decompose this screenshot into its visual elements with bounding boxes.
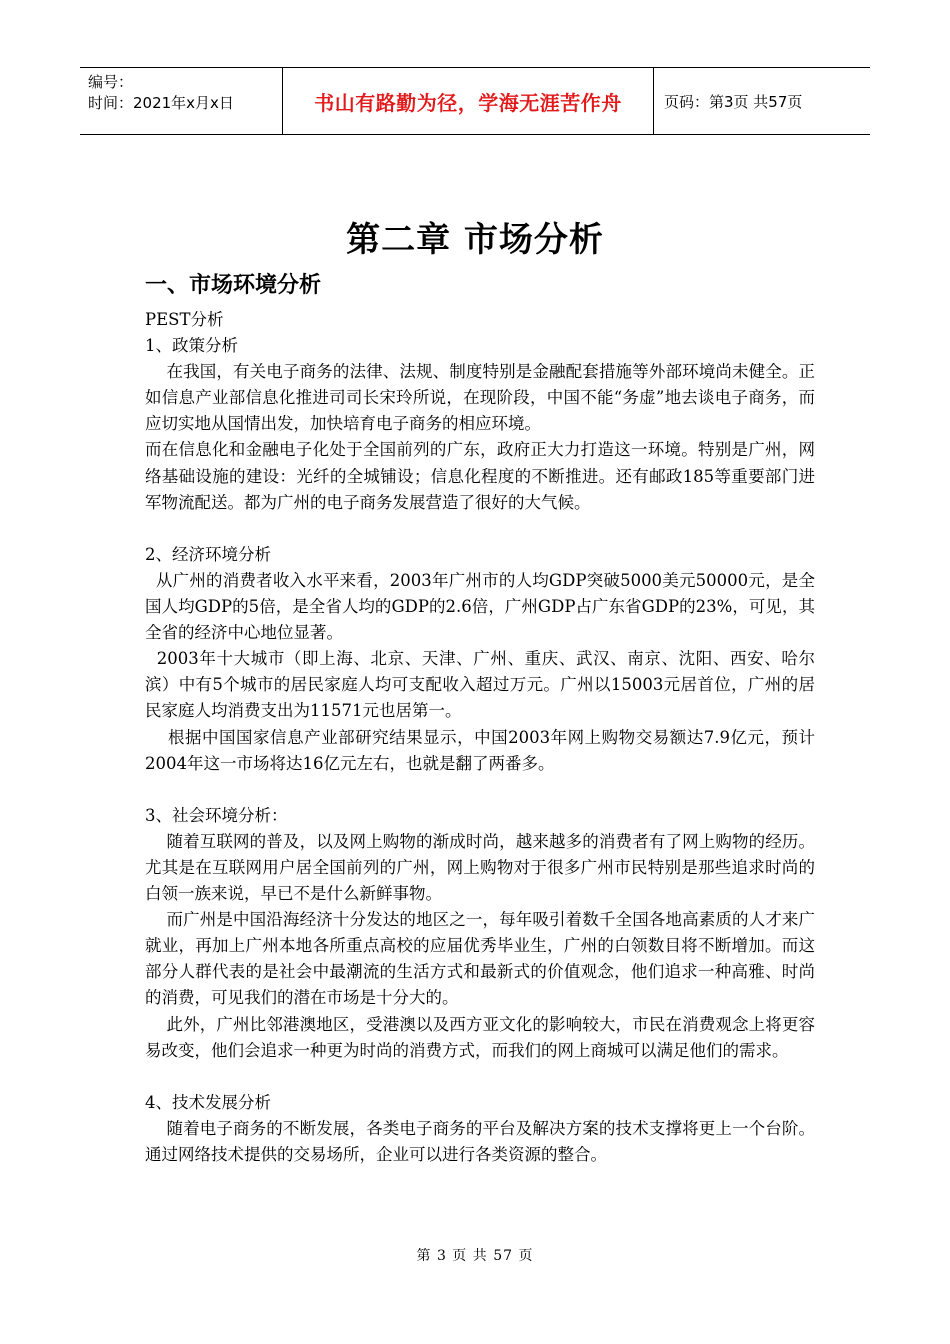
header-page-code: 页码：第3页 共57页 — [664, 92, 803, 111]
page-footer: 第 3 页 共 57 页 — [416, 1248, 534, 1264]
social-heading: 3、社会环境分析： — [145, 805, 288, 825]
header-motto-cell — [282, 68, 654, 134]
header-motto: 书山有路勤为径，学海无涯苦作舟 — [314, 90, 622, 115]
page-header — [80, 67, 870, 135]
economy-paragraph-1: 从广州的消费者收入水平来看，2003年广州市的人均GDP突破5000美元50000元，是全国人均GDP的5倍，是全省人均的GDP的2.6倍，广州GDP占广东省GDP的23%，可见，其全省的经济中心地位显著。 — [145, 570, 815, 643]
header-meta — [80, 68, 282, 134]
document-body — [145, 307, 815, 1168]
section-heading: 一、市场环境分析 — [145, 273, 322, 298]
policy-paragraph-1: 在我国，有关电子商务的法律、法规、制度特别是金融配套措施等外部环境尚未健全。正如信息产业部信息化推进司司长宋玲所说，在现阶段，中国不能“务虚”地去谈电子商务，而应切实地从国情出发，加快培育电子商务的相应环境。 — [145, 362, 816, 434]
policy-heading: 1、政策分析 — [145, 336, 238, 356]
doc-number-label: 编号： — [88, 73, 134, 91]
policy-paragraph-2: 而在信息化和金融电子化处于全国前列的广东，政府正大力打造这一环境。特别是广州，网络基础设施的建设：光纤的全城铺设；信息化程度的不断推进。还有邮政185等重要部门进军物流配送。都为广州的电子商务发展营造了很好的大气候。 — [145, 440, 815, 512]
tech-heading: 4、技术发展分析 — [145, 1092, 271, 1112]
chapter-title: 第二章 市场分析 — [346, 220, 604, 260]
economy-heading: 2、经济环境分析 — [145, 544, 271, 564]
economy-paragraph-2: 2003年十大城市（即上海、北京、天津、广州、重庆、武汉、南京、沈阳、西安、哈尔滨）中有5个城市的居民家庭人均可支配收入超过万元。广州以15003元居首位，广州的居民家庭人均消费支出为11571元也居第一。 — [145, 649, 815, 721]
social-paragraph-1: 随着互联网的普及，以及网上购物的渐成时尚，越来越多的消费者有了网上购物的经历。尤其是在互联网用户居全国前列的广州，网上购物对于很多广州市民特别是那些追求时尚的白领一族来说，早已不是什么新鲜事物。 — [145, 831, 816, 904]
social-paragraph-3: 此外，广州比邻港澳地区，受港澳以及西方亚文化的影响较大，市民在消费观念上将更容易改变，他们会追求一种更为时尚的消费方式，而我们的网上商城可以满足他们的需求。 — [145, 1014, 816, 1060]
social-paragraph-2: 而广州是中国沿海经济十分发达的地区之一，每年吸引着数千全国各地高素质的人才来广就业，再加上广州本地各所重点高校的应届优秀毕业生，广州的白领数目将不断增加。而这部分人群代表的是社会中最潮流的生活方式和最新式的价值观念，他们追求一种高雅、时尚的消费，可见我们的潜在市场是十分大的。 — [145, 910, 816, 1008]
pest-label: PEST分析 — [145, 310, 224, 329]
tech-paragraph-1: 随着电子商务的不断发展，各类电子商务的平台及解决方案的技术支撑将更上一个台阶。通过网络技术提供的交易场所，企业可以进行各类资源的整合。 — [145, 1118, 816, 1164]
spacer — [145, 777, 815, 803]
economy-paragraph-3: 根据中国国家信息产业部研究结果显示，中国2003年网上购物交易额达7.9亿元，预计2004年这一市场将达16亿元左右，也就是翻了两番多。 — [145, 727, 815, 773]
spacer — [145, 516, 815, 542]
doc-date-label: 时间：2021年x月x日 — [88, 94, 234, 112]
spacer — [145, 1064, 815, 1090]
